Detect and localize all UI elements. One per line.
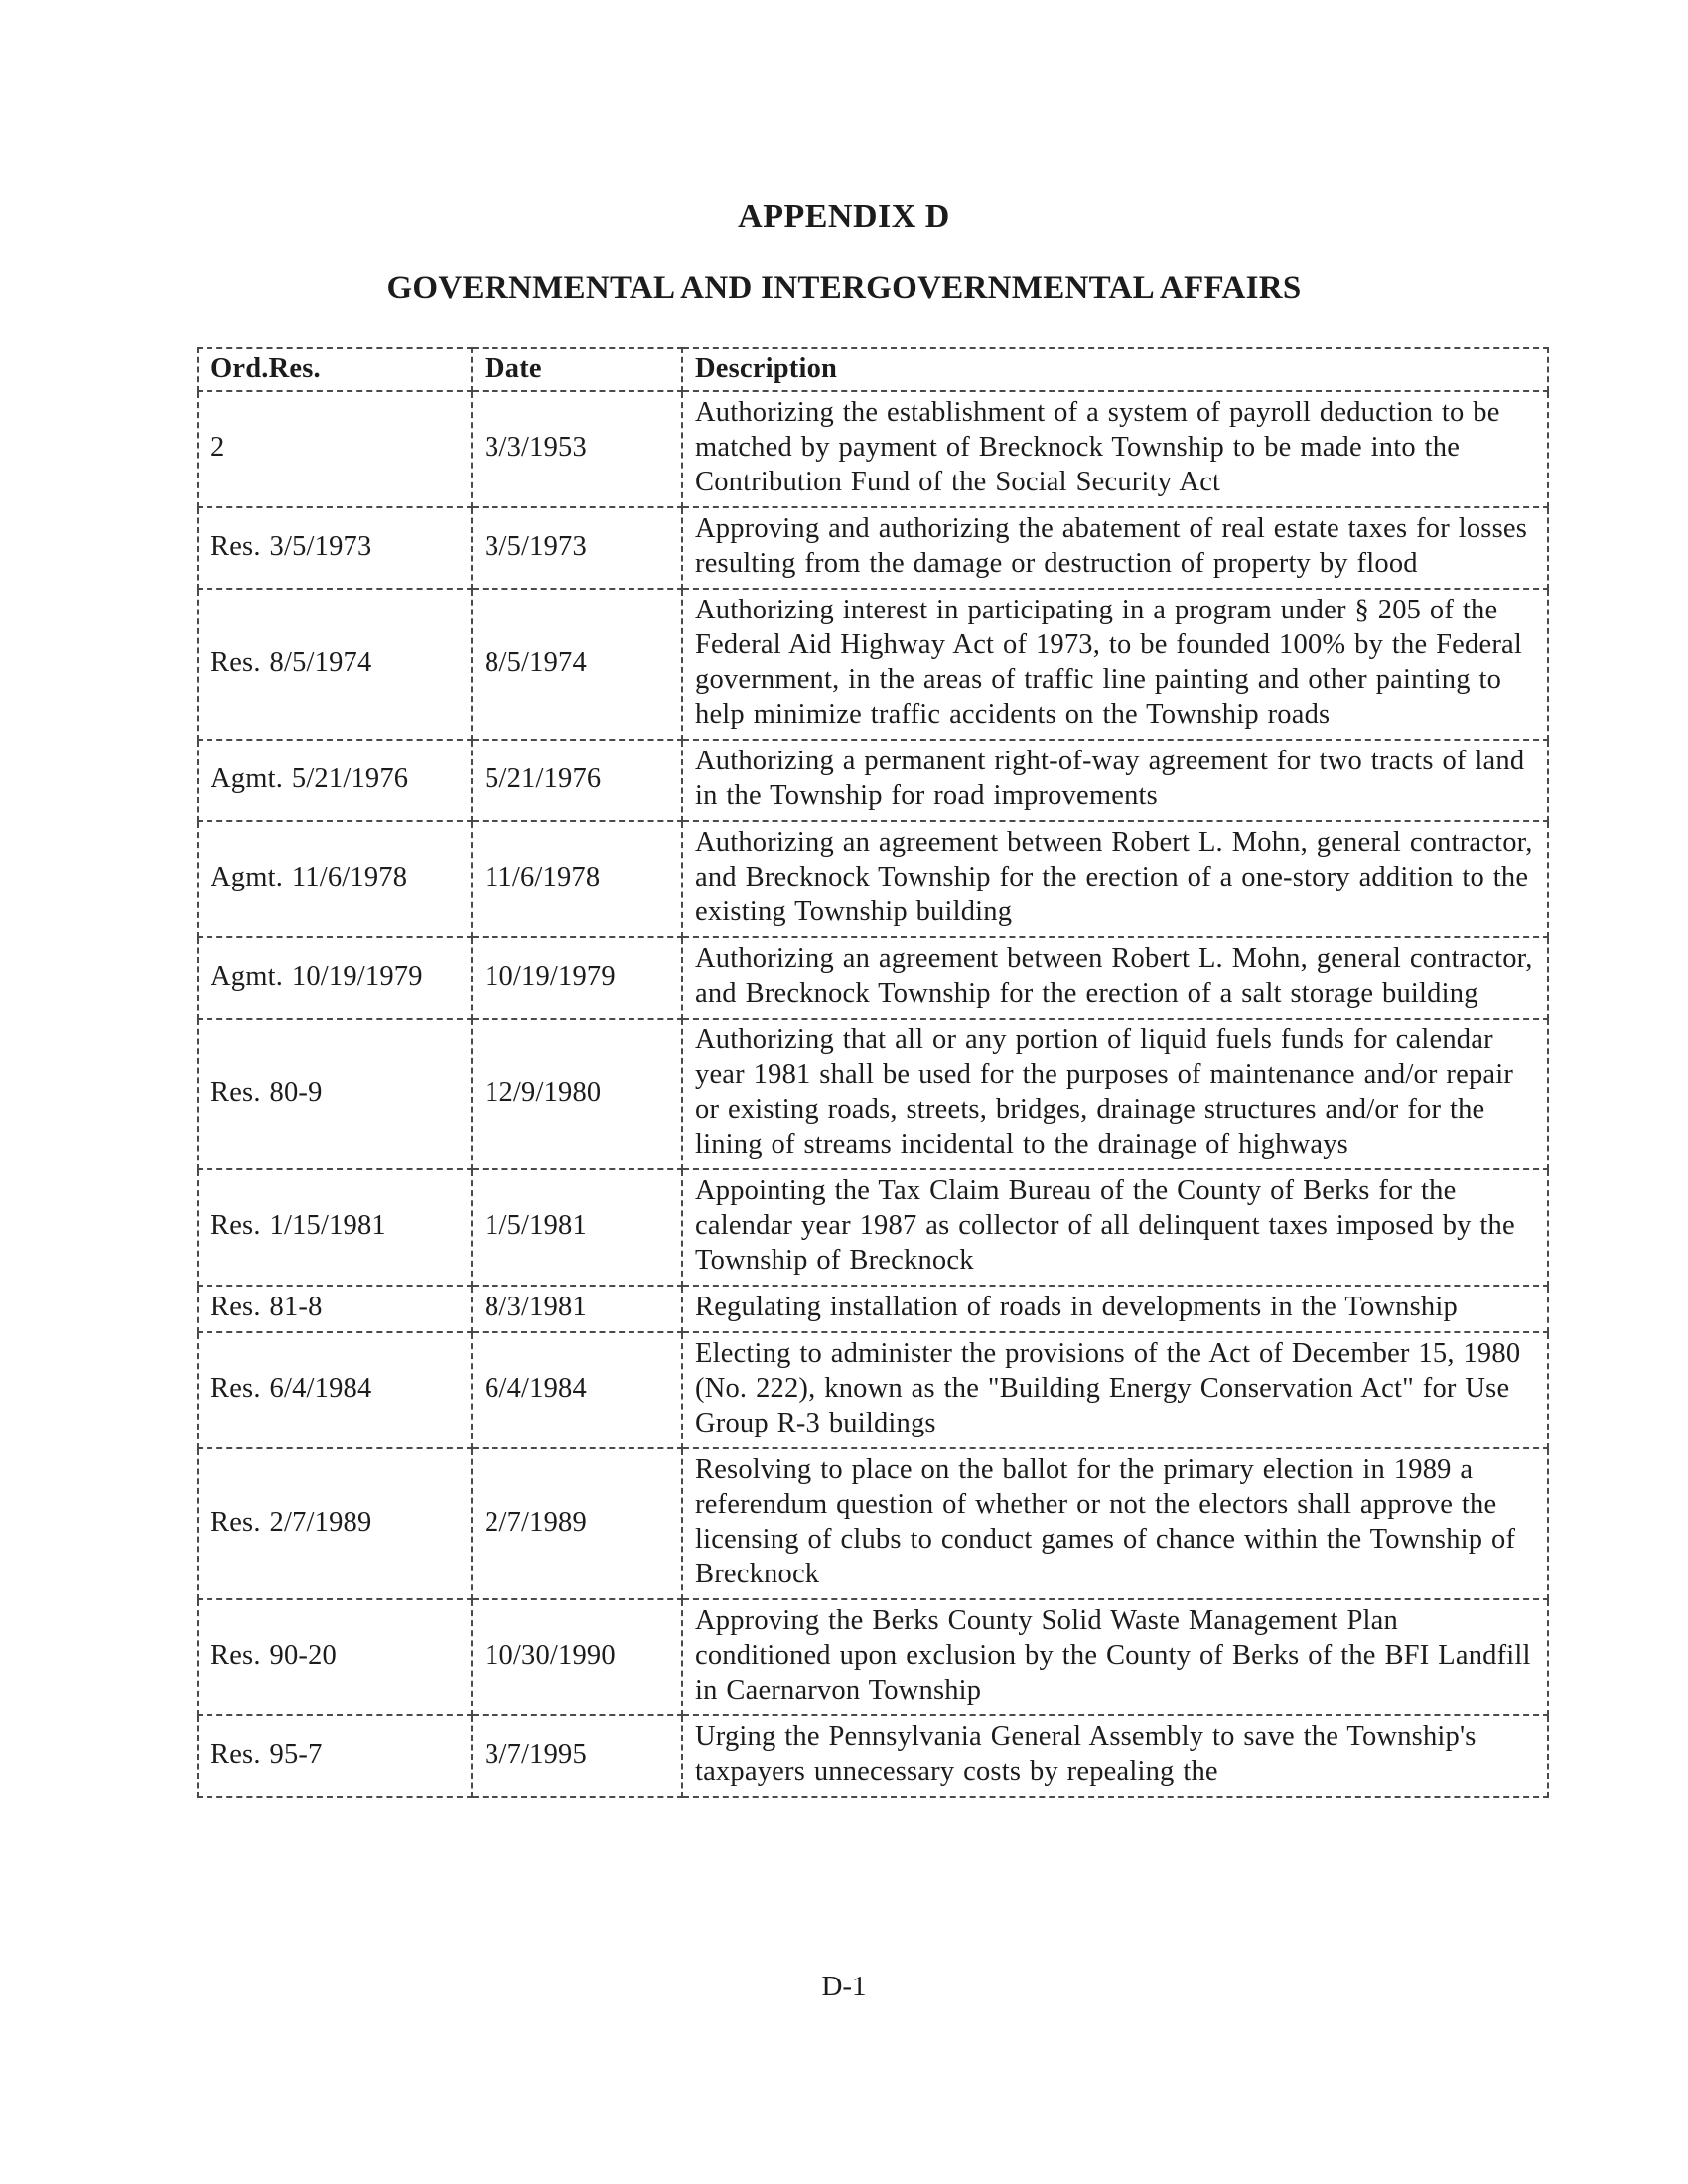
page-subtitle: GOVERNMENTAL AND INTERGOVERNMENTAL AFFAIRS: [386, 270, 1302, 306]
description-cell: Authorizing an agreement between Robert L. Mohn, general contractor, and Brecknock Township for the erection of a salt storage building: [682, 937, 1548, 1019]
date-cell: 11/6/1978: [472, 821, 682, 937]
description-cell: Regulating installation of roads in developments in the Township: [682, 1286, 1548, 1332]
ord-res-cell: Res. 1/15/1981: [198, 1169, 472, 1286]
table-row: [198, 821, 1548, 937]
description-cell: Electing to administer the provisions of the Act of December 15, 1980 (No. 222), known as the "Building Energy Conservation Act" for Use Group R-3 buildings: [682, 1332, 1548, 1448]
date-cell: 8/5/1974: [472, 589, 682, 740]
table-row: [198, 1715, 1548, 1797]
date-cell: 1/5/1981: [472, 1169, 682, 1286]
table-row: [198, 1599, 1548, 1715]
description-cell: Authorizing interest in participating in a program under § 205 of the Federal Aid Highway Act of 1973, to be founded 100% by the Federal government, in the areas of traffic line painting and other painting to help minimize traffic accidents on the Township roads: [682, 589, 1548, 740]
date-cell: 6/4/1984: [472, 1332, 682, 1448]
date-cell: 5/21/1976: [472, 740, 682, 821]
table-row: [198, 391, 1548, 507]
table-row: [198, 1019, 1548, 1169]
table-row: [198, 937, 1548, 1019]
ord-res-cell: Res. 81-8: [198, 1286, 472, 1332]
date-cell: 8/3/1981: [472, 1286, 682, 1332]
date-cell: 12/9/1980: [472, 1019, 682, 1169]
description-cell: Approving the Berks County Solid Waste Management Plan conditioned upon exclusion by the County of Berks of the BFI Landfill in Caernarvon Township: [682, 1599, 1548, 1715]
table-row: [198, 589, 1548, 740]
ord-res-cell: Res. 6/4/1984: [198, 1332, 472, 1448]
table-row: [198, 1286, 1548, 1332]
col-header-description: Description: [682, 348, 1548, 391]
date-cell: 2/7/1989: [472, 1448, 682, 1599]
ord-res-cell: Res. 80-9: [198, 1019, 472, 1169]
ord-res-cell: Res. 8/5/1974: [198, 589, 472, 740]
table-header-row: [198, 348, 1548, 391]
description-cell: Authorizing an agreement between Robert L. Mohn, general contractor, and Brecknock Township for the erection of a one-story addition to the existing Township building: [682, 821, 1548, 937]
table-row: [198, 507, 1548, 589]
description-cell: Resolving to place on the ballot for the primary election in 1989 a referendum question of whether or not the electors shall approve the licensing of clubs to conduct games of chance within the Township of Brecknock: [682, 1448, 1548, 1599]
page-title: APPENDIX D: [738, 199, 950, 235]
description-cell: Appointing the Tax Claim Bureau of the County of Berks for the calendar year 1987 as collector of all delinquent taxes imposed by the Township of Brecknock: [682, 1169, 1548, 1286]
ord-res-cell: Agmt. 10/19/1979: [198, 937, 472, 1019]
date-cell: 10/19/1979: [472, 937, 682, 1019]
table-row: [198, 1332, 1548, 1448]
col-header-date: Date: [472, 348, 682, 391]
ordinance-table: [197, 347, 1549, 1798]
ord-res-cell: Res. 2/7/1989: [198, 1448, 472, 1599]
table-body: [198, 391, 1548, 1797]
date-cell: 3/5/1973: [472, 507, 682, 589]
description-cell: Authorizing a permanent right-of-way agreement for two tracts of land in the Township for road improvements: [682, 740, 1548, 821]
description-cell: Approving and authorizing the abatement of real estate taxes for losses resulting from the damage or destruction of property by flood: [682, 507, 1548, 589]
ord-res-cell: 2: [198, 391, 472, 507]
table-row: [198, 1169, 1548, 1286]
description-cell: Authorizing that all or any portion of liquid fuels funds for calendar year 1981 shall be used for the purposes of maintenance and/or repair or existing roads, streets, bridges, drainage structures and/or for the lining of streams incidental to the drainage of highways: [682, 1019, 1548, 1169]
ord-res-cell: Res. 90-20: [198, 1599, 472, 1715]
ord-res-cell: Res. 3/5/1973: [198, 507, 472, 589]
ord-res-cell: Res. 95-7: [198, 1715, 472, 1797]
description-cell: Authorizing the establishment of a system of payroll deduction to be matched by payment of Brecknock Township to be made into the Contribution Fund of the Social Security Act: [682, 391, 1548, 507]
col-header-ord-res: Ord.Res.: [198, 348, 472, 391]
ord-res-cell: Agmt. 5/21/1976: [198, 740, 472, 821]
table-row: [198, 1448, 1548, 1599]
table-row: [198, 740, 1548, 821]
ord-res-cell: Agmt. 11/6/1978: [198, 821, 472, 937]
date-cell: 3/7/1995: [472, 1715, 682, 1797]
date-cell: 10/30/1990: [472, 1599, 682, 1715]
date-cell: 3/3/1953: [472, 391, 682, 507]
page-footer: D-1: [821, 1971, 867, 2002]
description-cell: Urging the Pennsylvania General Assembly to save the Township's taxpayers unnecessary costs by repealing the: [682, 1715, 1548, 1797]
